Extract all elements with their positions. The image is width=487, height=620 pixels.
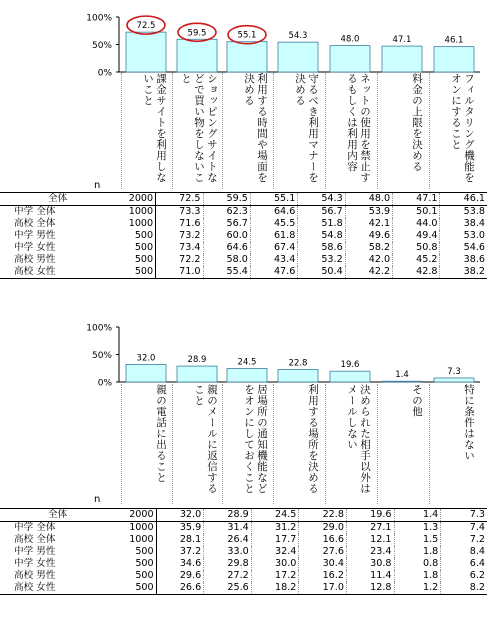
table-cell: 30.0 bbox=[251, 558, 299, 570]
table-cell: 47.6 bbox=[250, 266, 297, 279]
column-divider bbox=[172, 384, 173, 504]
row-label: 高校 女性 bbox=[0, 582, 124, 595]
y-tick-label: 50% bbox=[91, 41, 112, 51]
table-cell: 58.0 bbox=[203, 254, 250, 266]
bar bbox=[278, 369, 318, 382]
table-cell: 28.9 bbox=[204, 509, 252, 522]
table-cell: 42.0 bbox=[345, 254, 392, 266]
category-label: その他 bbox=[411, 384, 423, 417]
row-n: 500 bbox=[135, 570, 154, 581]
table-cell: 43.4 bbox=[250, 254, 297, 266]
category-label: ショッピングサイトなどで買い物をしないこと bbox=[180, 73, 218, 183]
table-cell: 16.2 bbox=[299, 570, 347, 582]
y-tick-label: 50% bbox=[91, 351, 112, 361]
table-cell: 37.2 bbox=[156, 546, 204, 558]
table-cell: 50.8 bbox=[393, 242, 440, 254]
category-label: フィルタリング機能をオンにすること bbox=[450, 73, 475, 183]
table-cell: 29.0 bbox=[299, 522, 347, 535]
table-cell: 54.3 bbox=[298, 193, 345, 206]
bar bbox=[330, 371, 370, 382]
table-row bbox=[0, 546, 487, 558]
table-cell: 19.6 bbox=[346, 509, 394, 522]
table-cell: 45.5 bbox=[250, 218, 297, 230]
table-cell: 62.3 bbox=[203, 206, 250, 219]
table-cell: 50.4 bbox=[298, 266, 345, 279]
table-cell: 24.5 bbox=[251, 509, 299, 522]
row-n: 1000 bbox=[129, 534, 154, 545]
table-cell: 54.6 bbox=[440, 242, 487, 254]
row-label: 中学 全体 bbox=[14, 522, 56, 533]
table-cell: 38.2 bbox=[440, 266, 487, 279]
table-cell: 38.6 bbox=[440, 254, 487, 266]
data-table bbox=[0, 508, 487, 595]
row-label: 中学 男性 bbox=[14, 230, 56, 241]
table-cell: 71.6 bbox=[156, 218, 203, 230]
table-cell: 59.5 bbox=[203, 193, 250, 206]
table-cell: 53.9 bbox=[345, 206, 392, 219]
table-cell: 18.2 bbox=[251, 582, 299, 595]
table-cell: 27.6 bbox=[299, 546, 347, 558]
table-cell: 54.8 bbox=[298, 230, 345, 242]
category-label: 利用する時間や場面を決める bbox=[243, 73, 268, 183]
column-divider bbox=[429, 73, 430, 189]
bar bbox=[126, 364, 166, 382]
row-label: 全体 bbox=[0, 509, 124, 522]
table-cell: 25.6 bbox=[204, 582, 252, 595]
data-label: 72.5 bbox=[136, 21, 156, 32]
column-divider bbox=[325, 73, 326, 189]
row-n: 1000 bbox=[128, 206, 154, 217]
table-cell: 0.8 bbox=[394, 558, 441, 570]
category-label: 利用する場所を決める bbox=[307, 384, 319, 494]
data-label: 28.9 bbox=[187, 355, 207, 366]
category-label: ネットの使用を禁止するもしくは利用内容 bbox=[346, 73, 371, 183]
column-divider bbox=[273, 73, 274, 189]
table-cell: 50.1 bbox=[393, 206, 440, 219]
bar-chart bbox=[0, 314, 487, 389]
row-label: 高校 女性 bbox=[0, 266, 124, 279]
table-cell: 1.8 bbox=[394, 570, 441, 582]
y-tick-label: 100% bbox=[86, 323, 112, 334]
table-cell: 22.8 bbox=[299, 509, 347, 522]
bar bbox=[278, 42, 318, 72]
table-cell: 1.3 bbox=[394, 522, 441, 535]
chart-panel-1 bbox=[0, 0, 487, 300]
data-label: 19.6 bbox=[340, 360, 360, 371]
data-label: 54.3 bbox=[288, 31, 308, 42]
table-cell: 11.4 bbox=[346, 570, 394, 582]
table-cell: 45.2 bbox=[393, 254, 440, 266]
table-cell: 60.0 bbox=[203, 230, 250, 242]
bar bbox=[227, 369, 267, 382]
table-cell: 30.8 bbox=[346, 558, 394, 570]
category-label: 決められた相手以外はメールしない bbox=[346, 384, 371, 494]
row-n: 1000 bbox=[128, 218, 154, 229]
bar bbox=[434, 47, 474, 72]
table-row bbox=[0, 522, 487, 535]
n-column-header: n bbox=[94, 494, 101, 505]
table-cell: 29.6 bbox=[156, 570, 204, 582]
table-cell: 33.0 bbox=[204, 546, 252, 558]
table-row bbox=[0, 206, 487, 219]
table-row bbox=[0, 509, 487, 522]
table-cell: 12.1 bbox=[346, 534, 394, 546]
table-cell: 58.6 bbox=[298, 242, 345, 254]
table-cell: 53.0 bbox=[440, 230, 487, 242]
table-cell: 27.1 bbox=[346, 522, 394, 535]
data-label: 7.3 bbox=[447, 366, 461, 377]
table-cell: 26.6 bbox=[156, 582, 204, 595]
table-cell: 27.2 bbox=[204, 570, 252, 582]
y-tick-label: 100% bbox=[86, 13, 112, 24]
table-cell: 32.0 bbox=[156, 509, 204, 522]
table-cell: 26.4 bbox=[204, 534, 252, 546]
column-divider bbox=[172, 73, 173, 189]
row-n: 500 bbox=[124, 582, 156, 595]
bar bbox=[330, 46, 370, 72]
table-cell: 6.2 bbox=[441, 570, 487, 582]
table-row bbox=[0, 534, 487, 546]
table-cell: 12.8 bbox=[346, 582, 394, 595]
table-row bbox=[0, 218, 487, 230]
category-label: 親のメールに返信すること bbox=[193, 384, 218, 494]
table-cell: 44.0 bbox=[393, 218, 440, 230]
table-cell: 7.4 bbox=[441, 522, 487, 535]
table-row bbox=[0, 242, 487, 254]
row-n: 500 bbox=[135, 546, 154, 557]
category-label: 料金の上限を決める bbox=[411, 73, 423, 172]
table-cell: 56.7 bbox=[298, 206, 345, 219]
table-cell: 42.2 bbox=[345, 266, 392, 279]
row-n: 500 bbox=[134, 242, 154, 253]
n-column-header: n bbox=[94, 180, 101, 191]
table-cell: 53.8 bbox=[440, 206, 487, 219]
table-row bbox=[0, 570, 487, 582]
column-divider bbox=[222, 384, 223, 504]
table-cell: 17.2 bbox=[251, 570, 299, 582]
table-cell: 58.2 bbox=[345, 242, 392, 254]
table-row bbox=[0, 558, 487, 570]
row-label: 中学 女性 bbox=[14, 558, 56, 569]
row-label: 高校 全体 bbox=[14, 218, 56, 229]
table-cell: 35.9 bbox=[156, 522, 204, 535]
table-cell: 64.6 bbox=[250, 206, 297, 219]
table-cell: 73.3 bbox=[156, 206, 203, 219]
table-cell: 73.4 bbox=[156, 242, 203, 254]
chart-panel-2 bbox=[0, 314, 487, 620]
row-n: 500 bbox=[135, 558, 154, 569]
table-cell: 64.6 bbox=[203, 242, 250, 254]
category-label: 特に条件はない bbox=[463, 384, 475, 461]
table-cell: 49.6 bbox=[345, 230, 392, 242]
table-cell: 51.8 bbox=[298, 218, 345, 230]
column-divider bbox=[325, 384, 326, 504]
y-tick-label: 0% bbox=[97, 378, 112, 389]
table-cell: 17.7 bbox=[251, 534, 299, 546]
bar bbox=[382, 381, 422, 382]
bar bbox=[227, 42, 267, 72]
bar bbox=[177, 39, 217, 72]
table-cell: 31.4 bbox=[204, 522, 252, 535]
row-label: 中学 全体 bbox=[14, 206, 56, 217]
table-cell: 31.2 bbox=[251, 522, 299, 535]
column-divider bbox=[273, 384, 274, 504]
table-cell: 16.6 bbox=[299, 534, 347, 546]
table-cell: 28.1 bbox=[156, 534, 204, 546]
table-row bbox=[0, 266, 487, 279]
table-cell: 1.5 bbox=[394, 534, 441, 546]
table-cell: 32.4 bbox=[251, 546, 299, 558]
table-cell: 34.6 bbox=[156, 558, 204, 570]
data-label: 22.8 bbox=[288, 358, 308, 369]
table-cell: 6.4 bbox=[441, 558, 487, 570]
data-label: 47.1 bbox=[392, 35, 412, 46]
row-label: 高校 男性 bbox=[14, 570, 56, 581]
row-n: 500 bbox=[134, 254, 154, 265]
table-cell: 53.2 bbox=[298, 254, 345, 266]
data-label: 59.5 bbox=[187, 28, 207, 39]
table-cell: 1.8 bbox=[394, 546, 441, 558]
row-label: 全体 bbox=[0, 193, 124, 206]
data-label: 24.5 bbox=[237, 357, 257, 368]
bar bbox=[434, 378, 474, 382]
column-divider bbox=[429, 384, 430, 504]
table-cell: 55.1 bbox=[250, 193, 297, 206]
row-label: 高校 全体 bbox=[14, 534, 56, 545]
table-cell: 72.5 bbox=[156, 193, 203, 206]
table-row bbox=[0, 582, 487, 595]
table-cell: 8.2 bbox=[441, 582, 487, 595]
table-cell: 7.3 bbox=[441, 509, 487, 522]
table-cell: 55.4 bbox=[203, 266, 250, 279]
row-label: 中学 女性 bbox=[14, 242, 56, 253]
row-label: 高校 男性 bbox=[14, 254, 56, 265]
table-row bbox=[0, 254, 487, 266]
table-cell: 17.0 bbox=[299, 582, 347, 595]
data-label: 32.0 bbox=[136, 353, 156, 364]
table-cell: 8.4 bbox=[441, 546, 487, 558]
bar bbox=[382, 46, 422, 72]
bar bbox=[126, 32, 166, 72]
table-cell: 49.4 bbox=[393, 230, 440, 242]
table-cell: 73.2 bbox=[156, 230, 203, 242]
table-cell: 1.2 bbox=[394, 582, 441, 595]
table-cell: 42.1 bbox=[345, 218, 392, 230]
table-cell: 46.1 bbox=[440, 193, 487, 206]
category-label: 課金サイトを利用しないこと bbox=[142, 73, 167, 183]
data-table bbox=[0, 192, 487, 279]
column-divider bbox=[121, 73, 122, 189]
table-row bbox=[0, 230, 487, 242]
table-cell: 7.2 bbox=[441, 534, 487, 546]
table-cell: 42.8 bbox=[393, 266, 440, 279]
row-label: 中学 男性 bbox=[14, 546, 56, 557]
data-label: 46.1 bbox=[444, 35, 464, 46]
table-cell: 67.4 bbox=[250, 242, 297, 254]
table-cell: 1.4 bbox=[394, 509, 441, 522]
table-cell: 30.4 bbox=[299, 558, 347, 570]
data-label: 1.4 bbox=[395, 370, 409, 381]
table-cell: 48.0 bbox=[345, 193, 392, 206]
row-n: 2000 bbox=[124, 193, 156, 206]
category-label: 守るべき利用マナーを決める bbox=[294, 73, 319, 183]
column-divider bbox=[222, 73, 223, 189]
table-cell: 61.8 bbox=[250, 230, 297, 242]
table-cell: 72.2 bbox=[156, 254, 203, 266]
row-n: 2000 bbox=[124, 509, 156, 522]
table-cell: 56.7 bbox=[203, 218, 250, 230]
bar bbox=[177, 366, 217, 382]
column-divider bbox=[121, 384, 122, 504]
data-label: 48.0 bbox=[340, 34, 360, 45]
bar-chart bbox=[0, 0, 487, 79]
data-label: 55.1 bbox=[237, 30, 257, 41]
row-n: 500 bbox=[124, 266, 156, 279]
table-cell: 29.8 bbox=[204, 558, 252, 570]
table-cell: 23.4 bbox=[346, 546, 394, 558]
category-label: 居場所の通知機能などをオンにしておくこと bbox=[243, 384, 268, 494]
row-n: 1000 bbox=[129, 522, 154, 533]
column-divider bbox=[377, 384, 378, 504]
column-divider bbox=[377, 73, 378, 189]
category-label: 親の電話に出ること bbox=[155, 384, 167, 483]
row-n: 500 bbox=[134, 230, 154, 241]
y-tick-label: 0% bbox=[97, 68, 112, 79]
table-row bbox=[0, 193, 487, 206]
table-cell: 38.4 bbox=[440, 218, 487, 230]
table-cell: 71.0 bbox=[156, 266, 203, 279]
table-cell: 47.1 bbox=[393, 193, 440, 206]
